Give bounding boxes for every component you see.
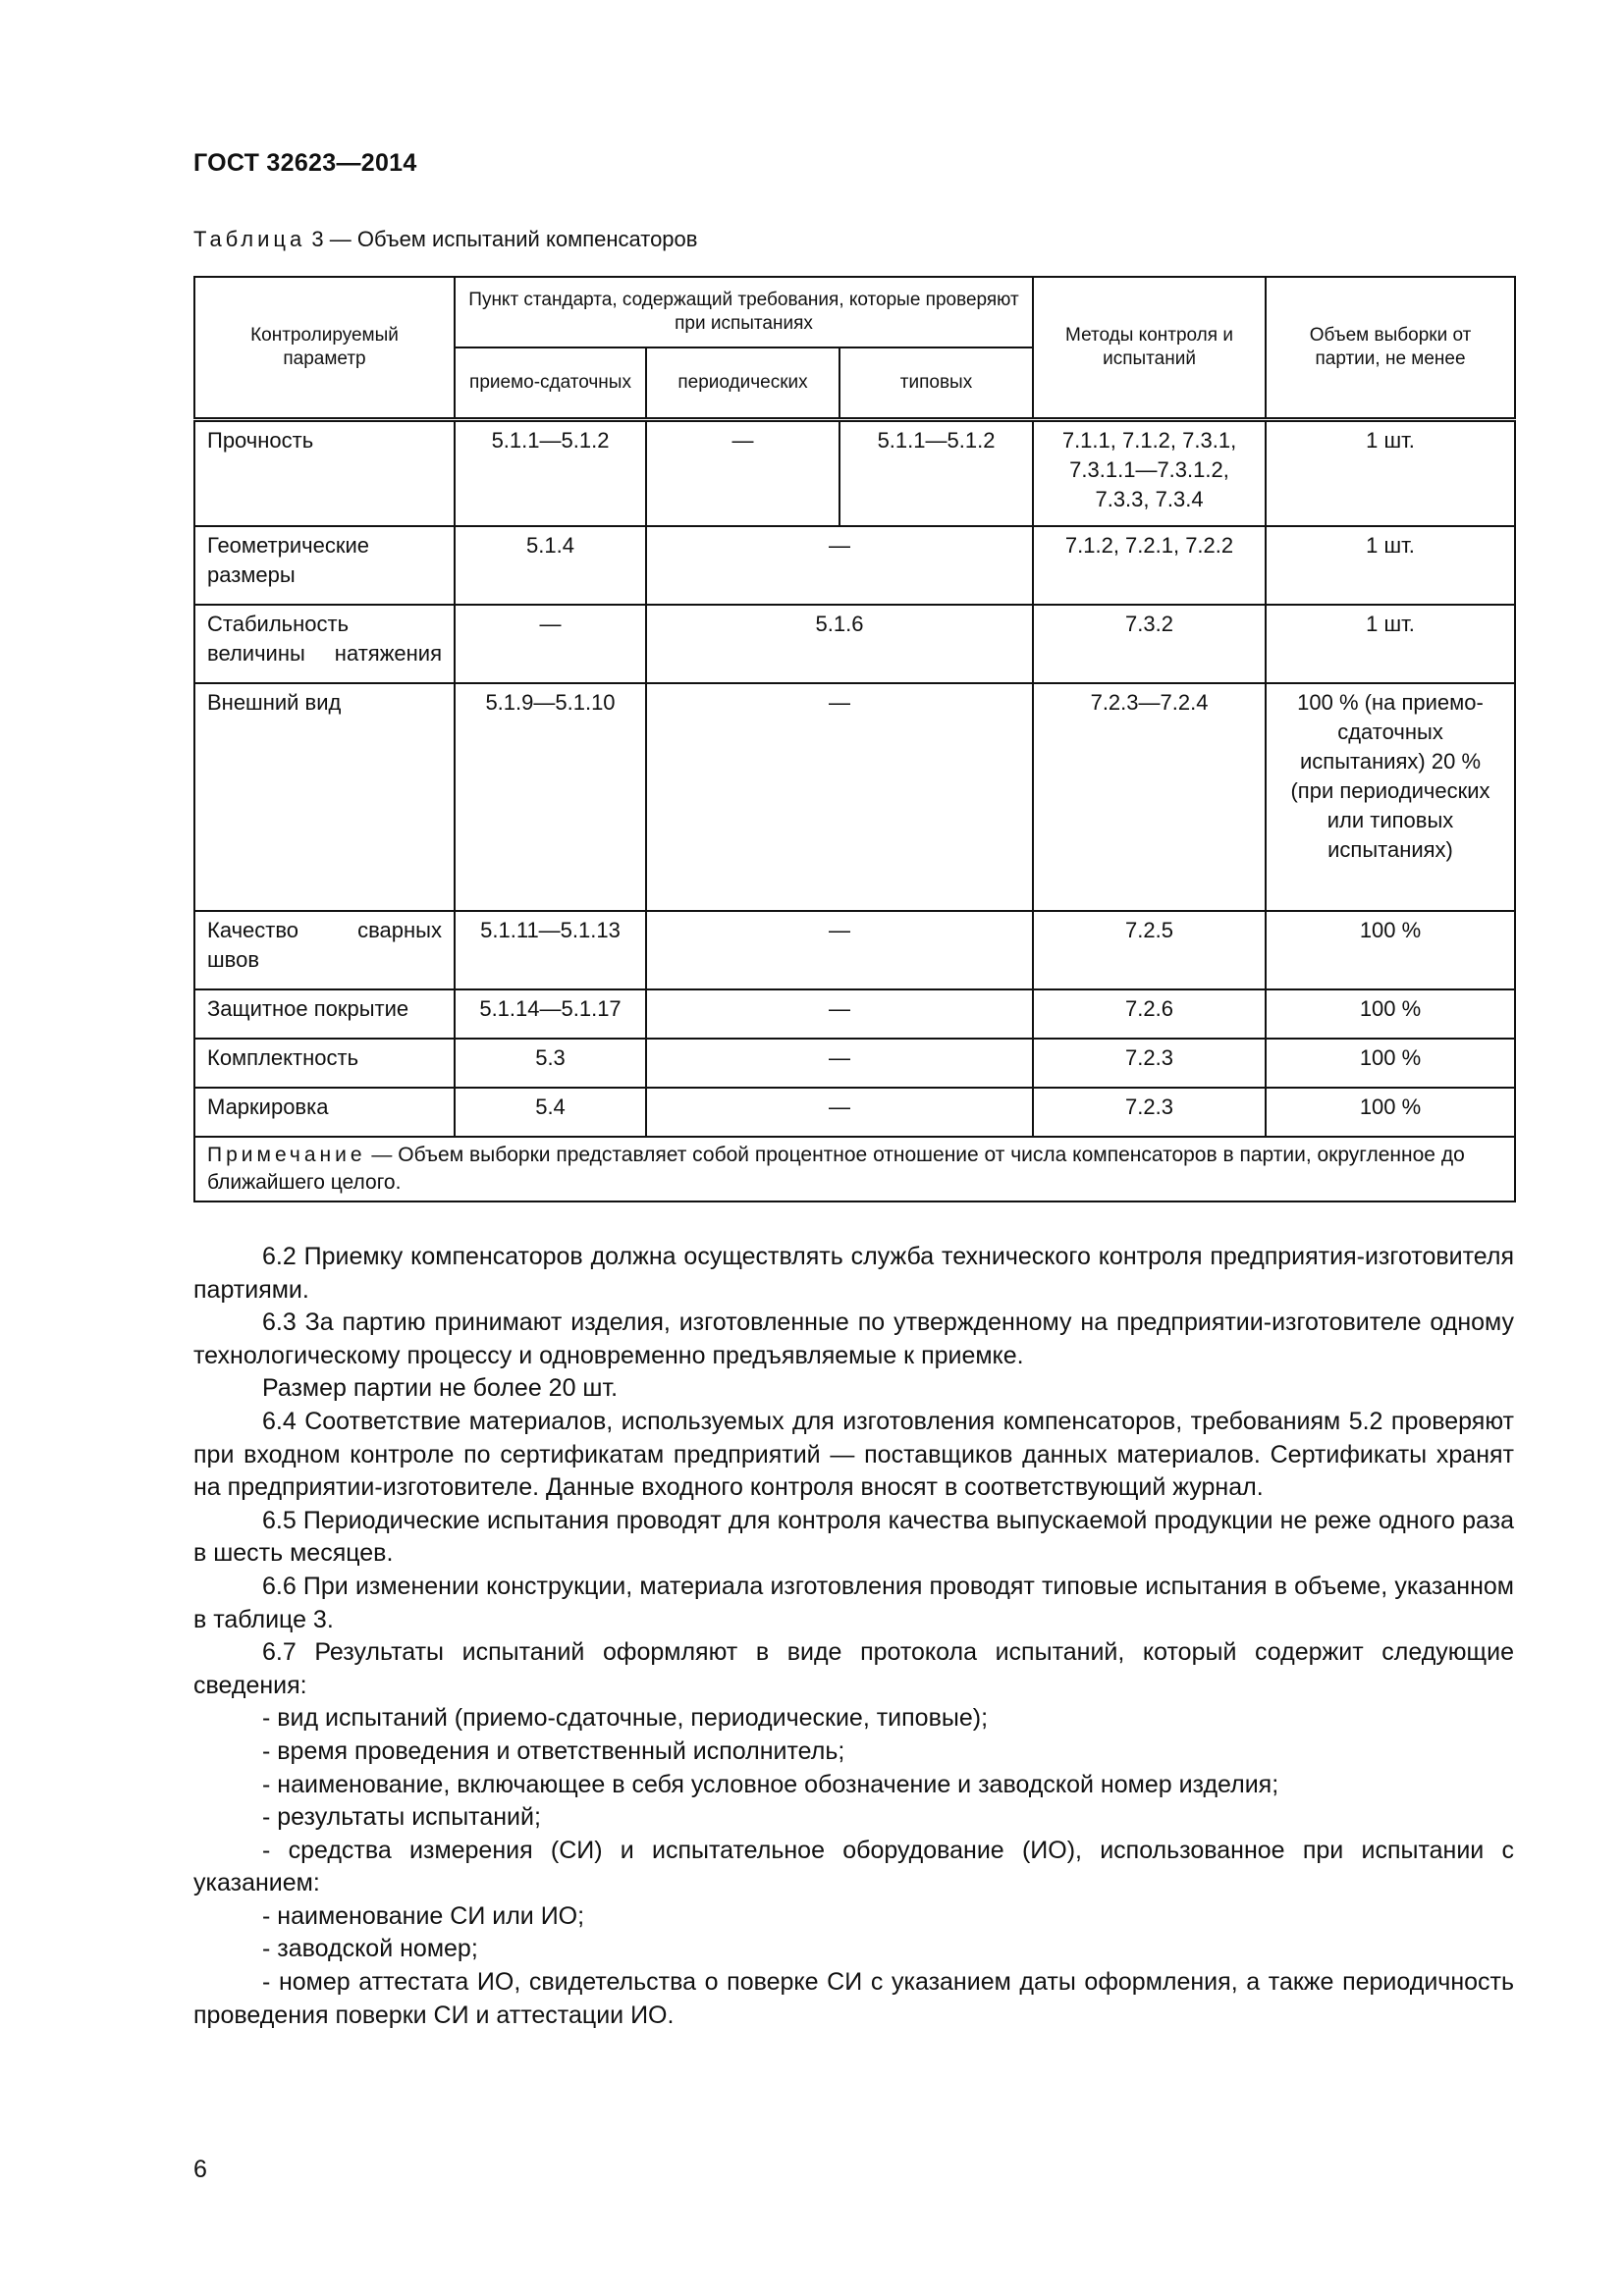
row-sample: 100 % xyxy=(1266,1039,1515,1088)
row-acceptance: 5.1.1—5.1.2 xyxy=(455,420,646,526)
document-code: ГОСТ 32623—2014 xyxy=(193,149,417,177)
header-param: Контролируемый параметр xyxy=(194,277,455,420)
row-periodic-type: — xyxy=(646,989,1033,1039)
row-acceptance: 5.1.4 xyxy=(455,526,646,605)
table-row xyxy=(194,683,1515,911)
row-methods: 7.2.5 xyxy=(1033,911,1266,989)
row-param: Стабильность величины натяжения xyxy=(194,605,455,683)
row-sample: 100 % xyxy=(1266,989,1515,1039)
row-methods: 7.2.3 xyxy=(1033,1088,1266,1137)
table-caption xyxy=(193,227,697,252)
table-row xyxy=(194,526,1515,605)
table-note xyxy=(194,1137,1515,1201)
paragraph: 6.4 Соответствие материалов, используемых для изготовления компенсаторов, требованиям 5.2 проверяют при входном контроле по сертификатам предприятий — поставщиков данных материалов. Сертификаты хранят на предприятии-изготовителе. Данные входного контроля вносят в соответствующий журнал. xyxy=(193,1407,1514,1502)
tests-scope-table xyxy=(193,276,1516,1202)
paragraph: 6.3 За партию принимают изделия, изготовленные по утвержденному на предприятии-изготовителе одному технологическому процессу и одновременно предъявляемые к приемке. xyxy=(193,1308,1514,1369)
row-acceptance: 5.4 xyxy=(455,1088,646,1137)
row-param: Маркировка xyxy=(194,1088,455,1137)
row-periodic-type: — xyxy=(646,683,1033,911)
list-item: - вид испытаний (приемо-сдаточные, периодические, типовые); xyxy=(262,1704,989,1733)
page-number: 6 xyxy=(193,2156,207,2183)
header-periodic: периодических xyxy=(646,347,839,420)
row-periodic-type: 5.1.6 xyxy=(646,605,1033,683)
table-row xyxy=(194,605,1515,683)
table-row xyxy=(194,1039,1515,1088)
table-caption-title: 3 — Объем испытаний компенсаторов xyxy=(305,227,698,251)
header-sample: Объем выборки от партии, не менее xyxy=(1266,277,1515,420)
row-methods: 7.2.6 xyxy=(1033,989,1266,1039)
row-sample: 100 % (на приемо-сдаточных испытаниях) 20 % (при периодических или типовых испытаниях) xyxy=(1266,683,1515,911)
row-methods: 7.3.2 xyxy=(1033,605,1266,683)
header-type: типовых xyxy=(839,347,1033,420)
table-row xyxy=(194,989,1515,1039)
row-methods: 7.2.3 xyxy=(1033,1039,1266,1088)
row-methods: 7.1.2, 7.2.1, 7.2.2 xyxy=(1033,526,1266,605)
row-periodic-type: — xyxy=(646,1088,1033,1137)
paragraph: 6.6 При изменении конструкции, материала изготовления проводят типовые испытания в объеме, указанном в таблице 3. xyxy=(193,1572,1514,1633)
row-methods: 7.1.1, 7.1.2, 7.3.1, 7.3.1.1—7.3.1.2, 7.3.3, 7.3.4 xyxy=(1033,420,1266,526)
row-param: Прочность xyxy=(194,420,455,526)
body-text xyxy=(193,1241,1514,2032)
row-sample: 100 % xyxy=(1266,1088,1515,1137)
note-label: Примечание xyxy=(207,1143,366,1166)
list-item: - время проведения и ответственный исполнитель; xyxy=(262,1736,845,1765)
table-row xyxy=(194,1088,1515,1137)
list-item: - заводской номер; xyxy=(262,1935,478,1963)
table-row xyxy=(194,420,1515,526)
table-row xyxy=(194,911,1515,989)
paragraph: 6.2 Приемку компенсаторов должна осуществлять служба технического контроля предприятия-изготовителя партиями. xyxy=(193,1243,1514,1304)
row-acceptance: 5.1.11—5.1.13 xyxy=(455,911,646,989)
paragraph: 6.5 Периодические испытания проводят для контроля качества выпускаемой продукции не реже одного раза в шесть месяцев. xyxy=(193,1506,1514,1568)
table-caption-label: Таблица xyxy=(193,227,306,251)
row-param: Внешний вид xyxy=(194,683,455,911)
row-acceptance: 5.1.14—5.1.17 xyxy=(455,989,646,1039)
paragraph: Размер партии не более 20 шт. xyxy=(262,1374,619,1403)
row-periodic-type: — xyxy=(646,1039,1033,1088)
header-clause-group: Пункт стандарта, содержащий требования, которые проверяют при испытаниях xyxy=(455,277,1033,347)
row-type: 5.1.1—5.1.2 xyxy=(839,420,1033,526)
row-methods: 7.2.3—7.2.4 xyxy=(1033,683,1266,911)
row-param: Качество сварных швов xyxy=(194,911,455,989)
row-periodic: — xyxy=(646,420,839,526)
table-note-row xyxy=(194,1137,1515,1201)
header-methods: Методы контроля и испытаний xyxy=(1033,277,1266,420)
row-acceptance: — xyxy=(455,605,646,683)
row-periodic-type: — xyxy=(646,911,1033,989)
list-item: - средства измерения (СИ) и испытательное оборудование (ИО), использованное при испытании с указанием: xyxy=(193,1836,1514,1897)
row-periodic-type: — xyxy=(646,526,1033,605)
row-sample: 1 шт. xyxy=(1266,605,1515,683)
row-param: Геометрические размеры xyxy=(194,526,455,605)
list-item: - наименование, включающее в себя условное обозначение и заводской номер изделия; xyxy=(262,1770,1279,1798)
header-acceptance: приемо-сдаточных xyxy=(455,347,646,420)
row-sample: 100 % xyxy=(1266,911,1515,989)
list-item: - номер аттестата ИО, свидетельства о поверке СИ с указанием даты оформления, а также периодичность проведения поверки СИ и аттестации ИО. xyxy=(193,1968,1514,2029)
row-sample: 1 шт. xyxy=(1266,420,1515,526)
row-acceptance: 5.3 xyxy=(455,1039,646,1088)
row-acceptance: 5.1.9—5.1.10 xyxy=(455,683,646,911)
row-param: Комплектность xyxy=(194,1039,455,1088)
paragraph: 6.7 Результаты испытаний оформляют в виде протокола испытаний, который содержит следующие сведения: xyxy=(193,1638,1514,1699)
row-sample: 1 шт. xyxy=(1266,526,1515,605)
list-item: - результаты испытаний; xyxy=(262,1803,541,1832)
note-text: — Объем выборки представляет собой процентное отношение от числа компенсаторов в партии, округленное до ближайшего целого. xyxy=(207,1143,1465,1194)
list-item: - наименование СИ или ИО; xyxy=(262,1901,585,1930)
row-param: Защитное покрытие xyxy=(194,989,455,1039)
